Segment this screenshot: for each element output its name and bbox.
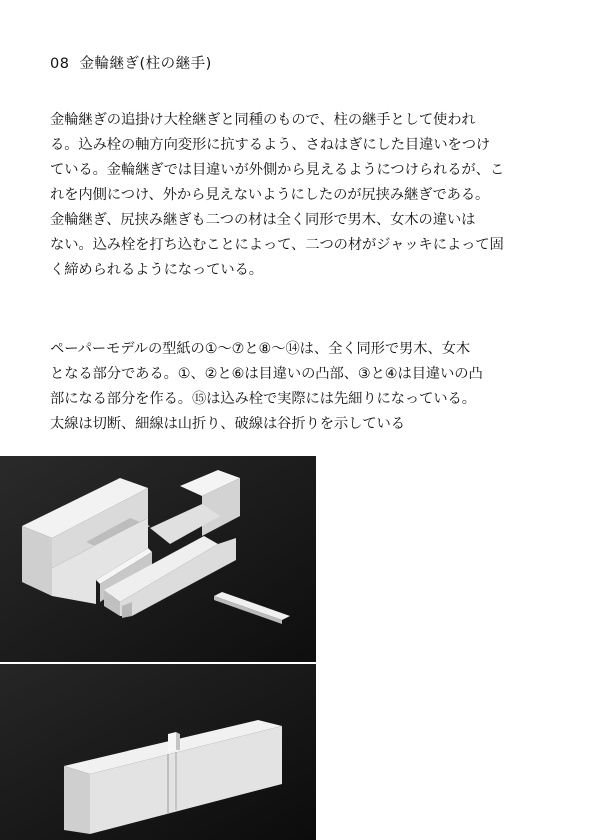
paper-model-paragraph xyxy=(50,337,560,437)
joint-assembled-illustration xyxy=(0,664,316,840)
paragraph-line: 金輪継ぎの追掛け大栓継ぎと同種のもので、柱の継手として使われ xyxy=(50,112,476,128)
section-title: 金輪継ぎ(柱の継手) xyxy=(79,56,212,72)
photo-joint-separated xyxy=(0,456,316,662)
paragraph-line: く締められるようになっている。 xyxy=(50,262,263,278)
paragraph-line: 太線は切断、細線は山折り、破線は谷折りを示している xyxy=(50,416,405,432)
paragraph-line: ている。金輪継ぎでは目違いが外側から見えるようにつけられるが、こ xyxy=(50,162,505,178)
paragraph-line: ペーパーモデルの型紙の①〜⑦と⑧〜⑭は、全く同形で男木、女木 xyxy=(50,341,471,357)
paragraph-line: れを内側につけ、外から見えないようにしたのが尻挟み継ぎである。 xyxy=(50,187,490,203)
description-paragraph xyxy=(50,108,560,283)
section-number: 08 xyxy=(50,56,70,72)
paragraph-line: る。込み栓の軸方向変形に抗するよう、さねはぎにした目違いをつけ xyxy=(50,137,491,153)
section-heading xyxy=(50,52,212,73)
photo-joint-assembled xyxy=(0,664,316,840)
joint-separated-illustration xyxy=(0,456,316,662)
paragraph-line: となる部分である。①、②と⑥は目違いの凸部、③と④は目違いの凸 xyxy=(50,366,483,382)
paragraph-line: ない。込み栓を打ち込むことによって、二つの材がジャッキによって固 xyxy=(50,237,504,253)
paragraph-line: 金輪継ぎ、尻挟み継ぎも二つの材は全く同形で男木、女木の違いは xyxy=(50,212,476,228)
paragraph-line: 部になる部分を作る。⑮は込み栓で実際には先細りになっている。 xyxy=(50,391,476,407)
